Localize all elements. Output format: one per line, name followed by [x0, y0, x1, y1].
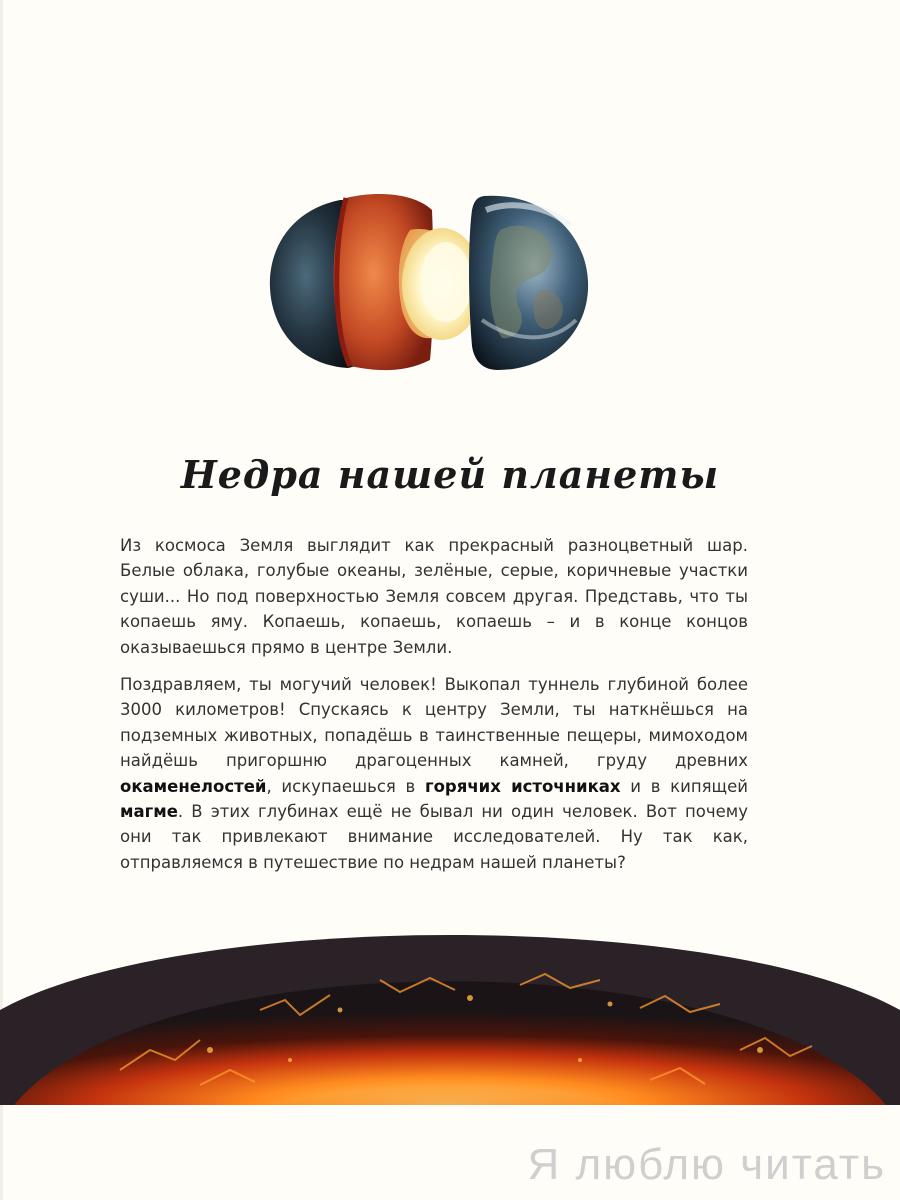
earth-cutaway-illustration: [250, 170, 620, 390]
paragraph-2: [120, 672, 748, 875]
text-span: , искупаешься в: [266, 776, 425, 796]
bold-term-magma: магме: [120, 802, 178, 822]
body-text: [120, 533, 748, 887]
paragraph-1: [120, 533, 748, 660]
page-title: Недра нашей планеты: [180, 452, 720, 497]
text-span: Из космоса Земля выглядит как прекрасный разноцветный шар. Белые облака, голубые океаны, зелёные, серые, коричневые участки суши... Но под поверхностью Земля совсем другая. Представь, что ты копаешь яму. Копаешь, копаешь, копаешь – и в конце концов оказываешься прямо в центре Земли.: [120, 536, 748, 657]
bold-term-fossils: окаменелостей: [120, 776, 267, 796]
bold-term-hot-springs: горячих источниках: [424, 776, 621, 796]
text-span: . В этих глубинах ещё не бывал ни один человек. Вот почему они так привлекают внимание исследователей. Ну так как, отправляемся в путешествие по недрам нашей планеты?: [120, 802, 748, 872]
text-span: Поздравляем, ты могучий человек! Выкопал туннель глубиной более 3000 километров! Спускаясь к центру Земли, ты наткнёшься на подземных животных, попадёшь в таинственные пещеры, мимоходом найдёшь пригоршню драгоценных камней, груду древних: [120, 675, 748, 771]
watermark: Я люблю читать: [527, 1140, 886, 1189]
molten-interior-illustration: [0, 900, 900, 1105]
text-span: и в кипящей: [620, 776, 748, 796]
